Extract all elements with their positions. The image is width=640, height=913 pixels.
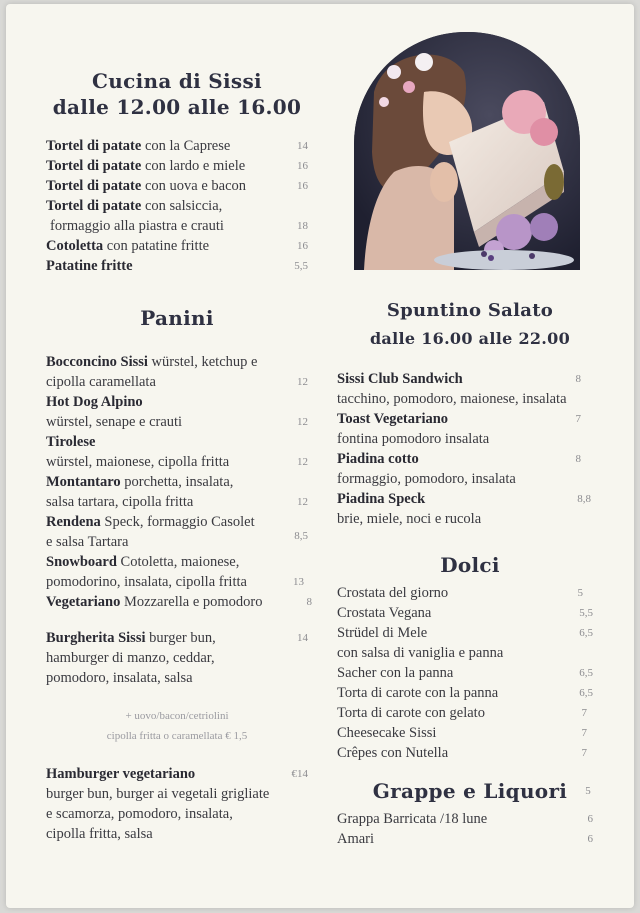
item-price: 7: [575, 413, 581, 425]
item-price: 8: [575, 453, 581, 465]
menu-item: Crostata Vegana 5,5: [337, 605, 593, 621]
item-price: 5,5: [294, 260, 308, 272]
menu-item: Torta di carote con la panna 6,5: [337, 685, 593, 701]
menu-item: Tortel di patate con salsiccia, formaggio alla piastra e crauti 18: [46, 198, 308, 234]
item-price: 16: [297, 180, 308, 192]
dolci-title: Dolci: [440, 553, 500, 577]
menu-item: Torta di carote con gelato 7: [337, 705, 587, 721]
menu-item: Tortel di patate con lardo e miele 16: [46, 158, 308, 174]
right-column: [337, 299, 603, 849]
menu-item: Rendena Speck, formaggio Casolet e salsa Tartara 8,5: [46, 514, 308, 550]
menu-item: Snowboard Cotoletta, maionese, pomodorino, insalata, cipolla fritta 13: [46, 554, 304, 590]
item-price: 6,5: [579, 627, 593, 639]
menu-item: Tortel di patate con la Caprese 14: [46, 138, 308, 154]
menu-item: Piadina cotto 8 formaggio, pomodoro, insalata: [337, 451, 581, 487]
menu-item: Bocconcino Sissi würstel, ketchup e cipolla caramellata 12: [46, 354, 308, 390]
cucina-heading: [46, 68, 308, 120]
item-price: 5,5: [579, 607, 593, 619]
cucina-title: Cucina di Sissi: [92, 69, 262, 93]
grappe-items: [337, 809, 603, 849]
item-price: 7: [581, 707, 587, 719]
spuntino-title: Spuntino Salato: [386, 300, 554, 321]
menu-item: Montantaro porchetta, insalata, salsa tartara, cipolla fritta 12: [46, 474, 308, 510]
menu-item: Toast Vegetariano 7 fontina pomodoro insalata: [337, 411, 581, 447]
extras-note: + uovo/bacon/cetriolini cipolla fritta o caramellata € 1,5: [106, 710, 248, 742]
menu-item: Piadina Speck 8,8 brie, miele, noci e rucola: [337, 491, 591, 527]
menu-item: Tirolese würstel, maionese, cipolla fritta 12: [46, 434, 308, 470]
menu-item: Patatine fritte 5,5: [46, 258, 308, 274]
item-price: 5: [577, 587, 583, 599]
spuntino-heading: [337, 299, 603, 351]
menu-item: Cotoletta con patatine fritte 16: [46, 238, 308, 254]
menu-page: [6, 4, 634, 908]
panini-title: Panini: [140, 306, 214, 330]
panini-items: [46, 352, 312, 844]
item-price: 16: [297, 240, 308, 252]
grappe-title-price: 5: [585, 785, 591, 797]
left-column: [46, 68, 312, 844]
item-price: 6: [587, 813, 593, 825]
item-price: 16: [297, 160, 308, 172]
menu-item: Amari 6: [337, 831, 593, 847]
menu-item-veg-burger: Hamburger vegetariano €14 burger bun, burger ai vegetali grigliate e scamorza, pomodoro, insalata, cipolla fritta, salsa: [46, 766, 308, 842]
item-price: 13: [293, 576, 304, 588]
spuntino-items: [337, 369, 603, 529]
item-price: 18: [297, 220, 308, 232]
item-price: 8: [306, 596, 312, 608]
item-price: 6,5: [579, 687, 593, 699]
menu-item: Strüdel di Mele 6,5 con salsa di vaniglia e panna: [337, 625, 593, 661]
item-price: 8,5: [294, 530, 308, 542]
item-price: 7: [581, 747, 587, 759]
dolci-items: [337, 583, 603, 763]
item-price: 12: [297, 376, 308, 388]
menu-item: Tortel di patate con uova e bacon 16: [46, 178, 308, 194]
menu-item: Grappa Barricata /18 lune 6: [337, 811, 593, 827]
menu-item: Cheesecake Sissi 7: [337, 725, 587, 741]
grappe-title: Grappe e Liquori: [372, 779, 568, 803]
menu-item: Vegetariano Mozzarella e pomodoro 8: [46, 594, 312, 610]
item-price: 7: [581, 727, 587, 739]
spuntino-hours: dalle 16.00 alle 22.00: [369, 329, 571, 348]
item-price: 8: [575, 373, 581, 385]
item-price: 14: [297, 140, 308, 152]
item-price: 12: [297, 416, 308, 428]
menu-item: Crêpes con Nutella 7: [337, 745, 587, 761]
cucina-items: [46, 136, 308, 276]
illustration-graphic: [354, 32, 580, 270]
item-price: 6: [587, 833, 593, 845]
menu-item: Sissi Club Sandwich 8 tacchino, pomodoro, maionese, insalata: [337, 371, 581, 407]
item-price: 12: [297, 496, 308, 508]
item-price: 6,5: [579, 667, 593, 679]
menu-illustration: [354, 32, 580, 270]
menu-item: Hot Dog Alpino würstel, senape e crauti 12: [46, 394, 308, 430]
cucina-hours: dalle 12.00 alle 16.00: [52, 95, 302, 119]
item-price: 8,8: [577, 493, 591, 505]
grappe-heading: [337, 779, 603, 803]
item-price: 12: [297, 456, 308, 468]
item-price: 14: [297, 632, 308, 644]
menu-item-burgherita: Burgherita Sissi burger bun, 14 hamburger di manzo, ceddar, pomodoro, insalata, salsa: [46, 630, 308, 686]
item-price: €14: [291, 768, 308, 780]
menu-item: Crostata del giorno 5: [337, 585, 583, 601]
menu-item: Sacher con la panna 6,5: [337, 665, 593, 681]
